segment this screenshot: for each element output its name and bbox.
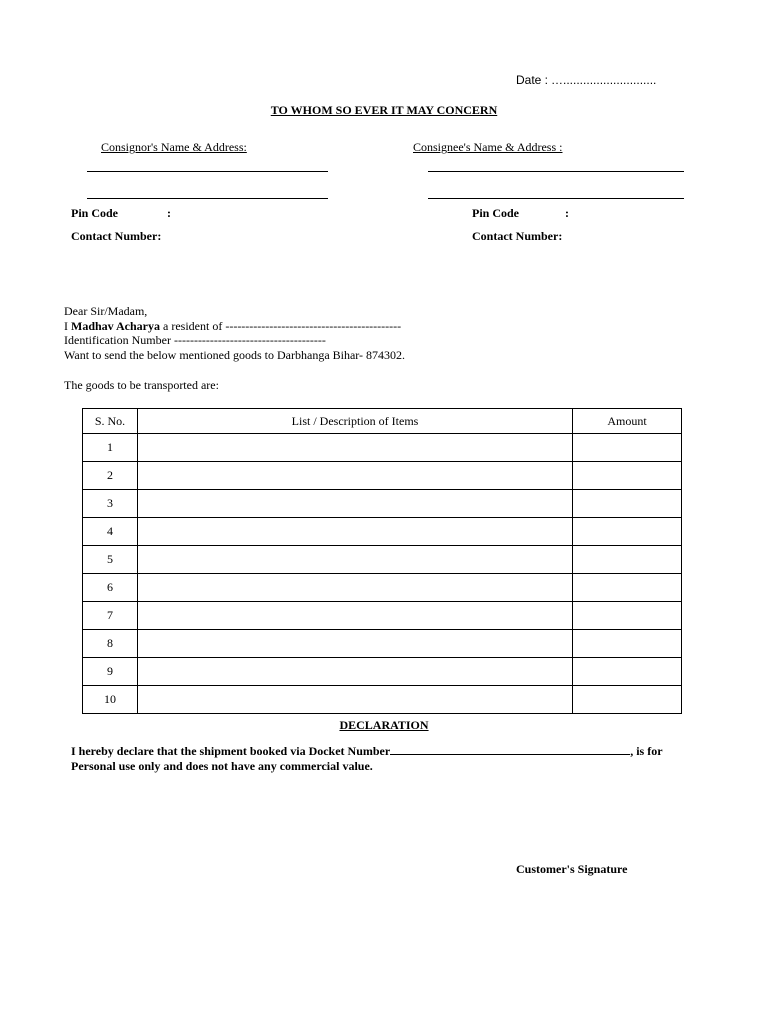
consignor-address-line-2[interactable] <box>87 198 328 199</box>
description-cell[interactable] <box>138 434 573 462</box>
amount-cell[interactable] <box>573 546 682 574</box>
declaration-text <box>71 743 683 774</box>
header-description: List / Description of Items <box>138 409 573 434</box>
letter-line-1 <box>64 319 405 334</box>
row-number: 6 <box>83 574 138 602</box>
header-sno: S. No. <box>83 409 138 434</box>
date-placeholder: …............................ <box>551 73 657 87</box>
description-cell[interactable] <box>138 518 573 546</box>
consignor-contact-label: Contact Number: <box>71 229 162 243</box>
amount-cell[interactable] <box>573 686 682 714</box>
declaration-text-part3: Personal use only and does not have any commercial value. <box>71 759 373 773</box>
row-number: 4 <box>83 518 138 546</box>
table-row <box>83 462 682 490</box>
declaration-heading: DECLARATION <box>339 718 429 732</box>
letter-body <box>64 304 405 362</box>
row-number: 1 <box>83 434 138 462</box>
row-number: 3 <box>83 490 138 518</box>
row-number: 2 <box>83 462 138 490</box>
amount-cell[interactable] <box>573 602 682 630</box>
table-row <box>83 434 682 462</box>
consignor-heading: Consignor's Name & Address: <box>101 140 247 154</box>
consignee-address-line-2[interactable] <box>428 198 684 199</box>
description-cell[interactable] <box>138 546 573 574</box>
items-table <box>82 408 682 714</box>
amount-cell[interactable] <box>573 462 682 490</box>
header-amount: Amount <box>573 409 682 434</box>
letter-line-2: Identification Number -------------------------------------- <box>64 333 326 348</box>
page-title: TO WHOM SO EVER IT MAY CONCERN <box>270 103 498 117</box>
consignee-address-line-1[interactable] <box>428 171 684 172</box>
table-row <box>83 518 682 546</box>
amount-cell[interactable] <box>573 434 682 462</box>
table-header-row <box>83 409 682 434</box>
consignor-pin-colon: : <box>167 206 171 220</box>
description-cell[interactable] <box>138 602 573 630</box>
declaration-text-part2: , is for <box>630 744 663 758</box>
goods-intro: The goods to be transported are: <box>64 378 219 392</box>
table-row <box>83 602 682 630</box>
description-cell[interactable] <box>138 630 573 658</box>
amount-cell[interactable] <box>573 490 682 518</box>
salutation: Dear Sir/Madam, <box>64 304 148 318</box>
date-label: Date : <box>516 73 549 87</box>
row-number: 9 <box>83 658 138 686</box>
sender-name: Madhav Acharya <box>71 318 161 333</box>
amount-cell[interactable] <box>573 518 682 546</box>
amount-cell[interactable] <box>573 574 682 602</box>
table-row <box>83 490 682 518</box>
table-row <box>83 686 682 714</box>
row-number: 10 <box>83 686 138 714</box>
table-row <box>83 630 682 658</box>
description-cell[interactable] <box>138 490 573 518</box>
table-row <box>83 574 682 602</box>
declaration-text-part1: I hereby declare that the shipment booked via Docket Number <box>71 744 391 758</box>
table-row <box>83 658 682 686</box>
consignor-pin-label: Pin Code <box>71 206 119 220</box>
amount-cell[interactable] <box>573 658 682 686</box>
amount-cell[interactable] <box>573 630 682 658</box>
consignee-heading: Consignee's Name & Address : <box>413 140 563 154</box>
date-field <box>516 73 656 88</box>
consignor-address-line-1[interactable] <box>87 171 328 172</box>
row-number: 7 <box>83 602 138 630</box>
row-number: 5 <box>83 546 138 574</box>
letter-line-3: Want to send the below mentioned goods to Darbhanga Bihar- 874302. <box>64 347 406 362</box>
consignee-pin-label: Pin Code <box>472 206 520 220</box>
customer-signature-label: Customer's Signature <box>516 862 628 876</box>
description-cell[interactable] <box>138 462 573 490</box>
description-cell[interactable] <box>138 686 573 714</box>
letter-line-1-suffix: a resident of -------------------------------------------- <box>160 318 402 333</box>
docket-number-field[interactable] <box>390 743 630 755</box>
consignee-contact-label: Contact Number: <box>472 229 563 243</box>
description-cell[interactable] <box>138 574 573 602</box>
table-row <box>83 546 682 574</box>
row-number: 8 <box>83 630 138 658</box>
letter-line-1-prefix: I <box>64 318 71 333</box>
description-cell[interactable] <box>138 658 573 686</box>
consignee-pin-colon: : <box>565 206 569 220</box>
